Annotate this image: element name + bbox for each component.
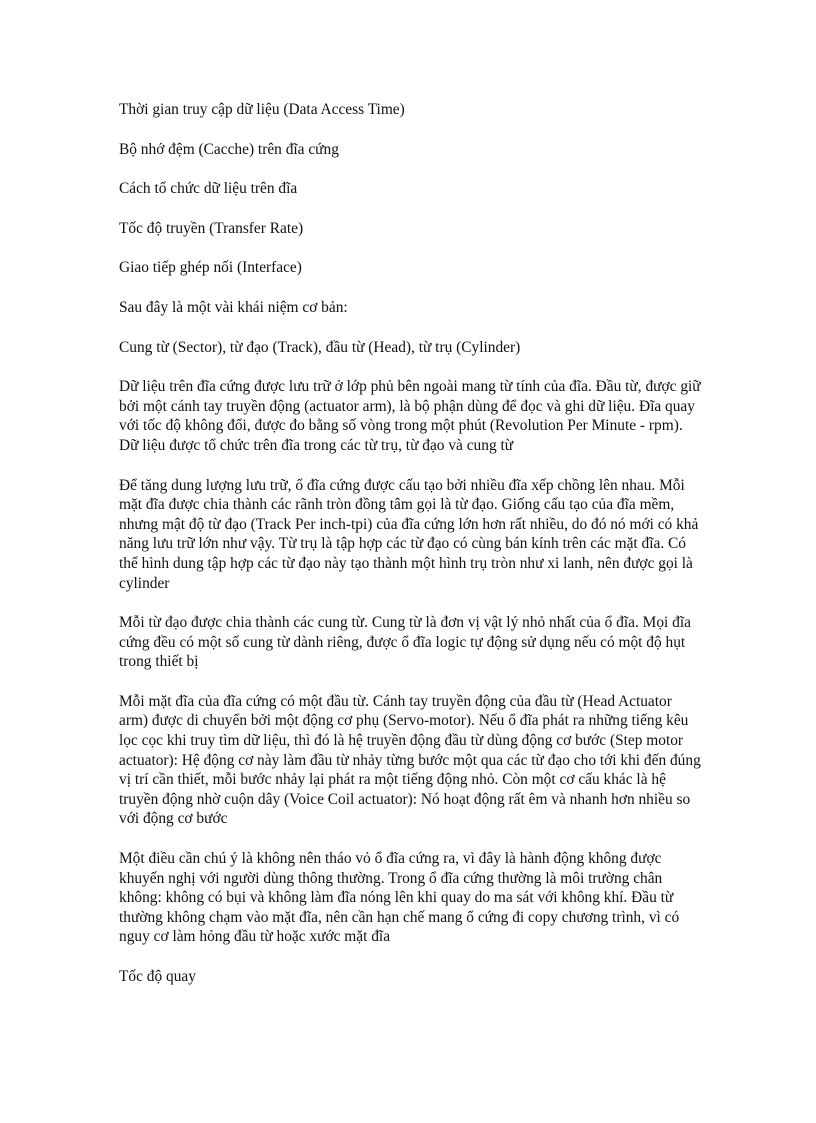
heading-rotation-speed: Tốc độ quay: [119, 968, 196, 985]
heading-transfer-rate: Tốc độ truyền (Transfer Rate): [119, 219, 304, 237]
paragraph-tracks-cylinders: Để tăng dung lượng lưu trữ, ổ đĩa cứng được cấu tạo bởi nhiều đĩa xếp chồng lên nhau. Mỗi mặt đĩa được chia thành các rãnh tròn đồng tâm gọi là từ đạo. Giống cấu tạo của đĩa mềm, nhưng mật độ từ đạo (Track Per inch-tpi) của đĩa cứng lớn hơn rất nhiều, do đó nó mới có khả năng lưu trữ lớn như vậy. Từ trụ là tập hợp các từ đạo có cùng bán kính trên các mặt đĩa. Có thể hình dung tập hợp các từ đạo này tạo thành một hình trụ tròn như xi lanh, nên được gọi là cylinder: [119, 476, 699, 592]
intro-basic-concepts: Sau đây là một vài khái niệm cơ bản:: [119, 298, 348, 316]
heading-sector-track-head-cylinder: Cung từ (Sector), từ đạo (Track), đầu từ (Head), từ trụ (Cylinder): [119, 338, 521, 356]
heading-data-organization: Cách tổ chức dữ liệu trên đĩa: [119, 180, 298, 198]
paragraph-caution: Một điều cần chú ý là không nên tháo vỏ ổ đĩa cứng ra, vì đây là hành động không được khuyến nghị với người dùng thông thường. Trong ổ đĩa cứng thường là môi trường chân không: không có bụi và không làm đĩa nóng lên khi quay do ma sát với không khí. Đầu từ thường không chạm vào mặt đĩa, nên cần hạn chế mang ổ cứng đi copy chương trình, vì có nguy cơ làm hỏng đầu từ hoặc xước mặt đĩa: [119, 850, 680, 946]
heading-data-access-time: Thời gian truy cập dữ liệu (Data Access Time): [119, 101, 405, 118]
heading-interface: Giao tiếp ghép nối (Interface): [119, 259, 302, 277]
paragraph-head-actuator: Mỗi mặt đĩa của đĩa cứng có một đầu từ. Cánh tay truyền động của đầu từ (Head Actuator arm) được di chuyển bởi một động cơ phụ (Servo-motor). Nếu ổ đĩa phát ra những tiếng kêu lọc cọc khi truy tìm dữ liệu, thì đó là hệ truyền động đầu từ dùng động cơ bước (Step motor actuator): Hệ động cơ này làm đầu từ nhảy từng bước một qua các từ đạo cho tới khi đến đúng vị trí cần thiết, mỗi bước nhảy lại phát ra một tiếng động nhỏ. Còn một cơ cấu khác là hệ truyền động nhờ cuộn dây (Voice Coil actuator): Nó hoạt động rất êm và nhanh hơn nhiều so với động cơ bước: [119, 692, 701, 828]
paragraph-data-storage: Dữ liệu trên đĩa cứng được lưu trữ ở lớp phủ bên ngoài mang từ tính của đĩa. Đầu từ, được giữ bởi một cánh tay truyền động (actuator arm), là bộ phận dùng để đọc và ghi dữ liệu. Đĩa quay với tốc độ không đổi, được đo bằng số vòng trong một phút (Revolution Per Minute - rpm). Dữ liệu được tổ chức trên đĩa trong các từ trụ, từ đạo và cung từ: [119, 378, 701, 454]
heading-cache: Bộ nhớ đệm (Cacche) trên đĩa cứng: [119, 140, 339, 158]
document-body: [119, 100, 701, 1007]
paragraph-sectors: Mỗi từ đạo được chia thành các cung từ. Cung từ là đơn vị vật lý nhỏ nhất của ổ đĩa. Mọi đĩa cứng đều có một số cung từ dành riêng, được ổ đĩa logic tự động sử dụng nếu có một độ hụt trong thiết bị: [119, 614, 691, 671]
